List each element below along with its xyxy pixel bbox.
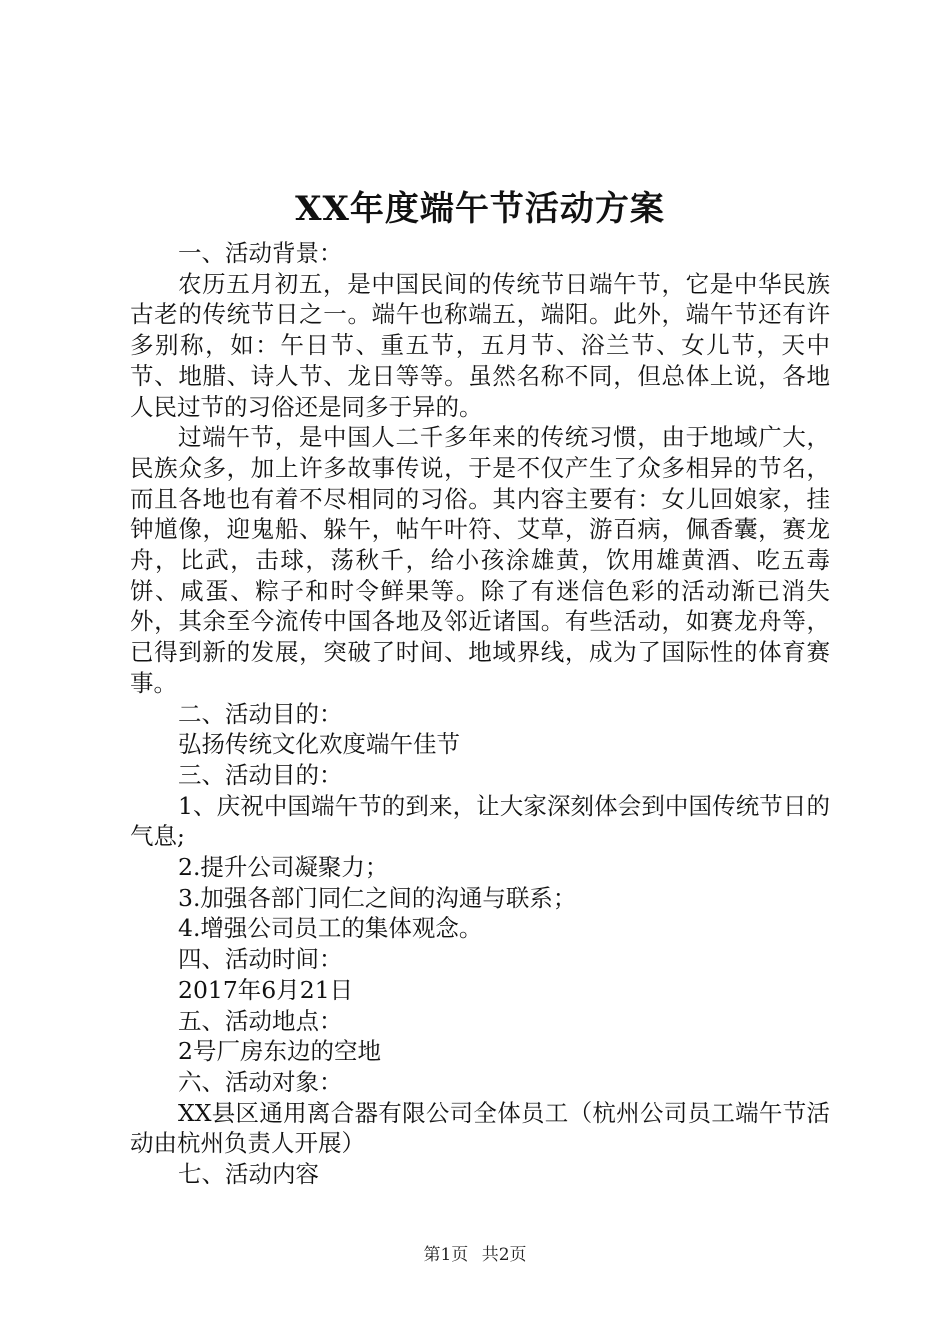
section-heading-content: 七、活动内容: [178, 1160, 319, 1189]
goal-item-4: 4.增强公司员工的集体观念。: [178, 914, 483, 943]
section-heading-purpose: 二、活动目的：: [178, 699, 343, 728]
paragraph-background-2: 过端午节，是中国人二千多年来的传统习惯，由于地域广大，民族众多，加上许多故事传说，于是不仅产生了众多相异的节名，而且各地也有着不尽相同的习俗。其内容主要有：女儿回娘家，挂钟馗像，迎鬼船、躲午，帖午叶符、艾草，游百病，佩香囊，赛龙舟，比武，击球，荡秋千，给小孩涂雄黄，饮用雄黄酒、吃五毒饼、咸蛋、粽子和时令鲜果等。除了有迷信色彩的活动渐已消失外，其余至今流传中国各地及邻近诸国。有些活动，如赛龙舟等，已得到新的发展，突破了时间、地域界线，成为了国际性的体育赛事。: [130, 423, 830, 697]
paragraph-background-1: 农历五月初五，是中国民间的传统节日端午节，它是中华民族古老的传统节日之一。端午也称端五，端阳。此外，端午节还有许多别称，如：午日节、重五节，五月节、浴兰节、女儿节，天中节、地腊、诗人节、龙日等等。虽然名称不同，但总体上说，各地人民过节的习俗还是同多于异的。: [130, 269, 830, 421]
section-heading-goals: 三、活动目的：: [178, 760, 343, 789]
paragraph-location: 2号厂房东边的空地: [178, 1037, 381, 1066]
section-heading-time: 四、活动时间：: [178, 945, 343, 974]
document-title: XX年度端午节活动方案: [295, 189, 665, 229]
paragraph-audience: XX县区通用离合器有限公司全体员工（杭州公司员工端午节活动由杭州负责人开展）: [130, 1098, 830, 1158]
goal-item-1: 1、庆祝中国端午节的到来，让大家深刻体会到中国传统节日的气息;: [130, 791, 830, 851]
goal-item-2: 2.提升公司凝聚力；: [178, 853, 389, 882]
section-heading-audience: 六、活动对象：: [178, 1067, 343, 1096]
document-body: [130, 238, 830, 1190]
page-number: 第1页: [423, 1245, 469, 1265]
section-heading-location: 五、活动地点：: [178, 1006, 343, 1035]
document-page: [130, 180, 830, 1190]
goal-item-3: 3.加强各部门同仁之间的沟通与联系；: [178, 883, 577, 912]
page-total: 共2页: [481, 1245, 527, 1265]
paragraph-purpose: 弘扬传统文化欢度端午佳节: [178, 730, 460, 759]
paragraph-time: 2017年6月21日: [178, 975, 354, 1004]
page-footer: [0, 1240, 950, 1265]
section-heading-background: 一、活动背景：: [178, 239, 343, 267]
